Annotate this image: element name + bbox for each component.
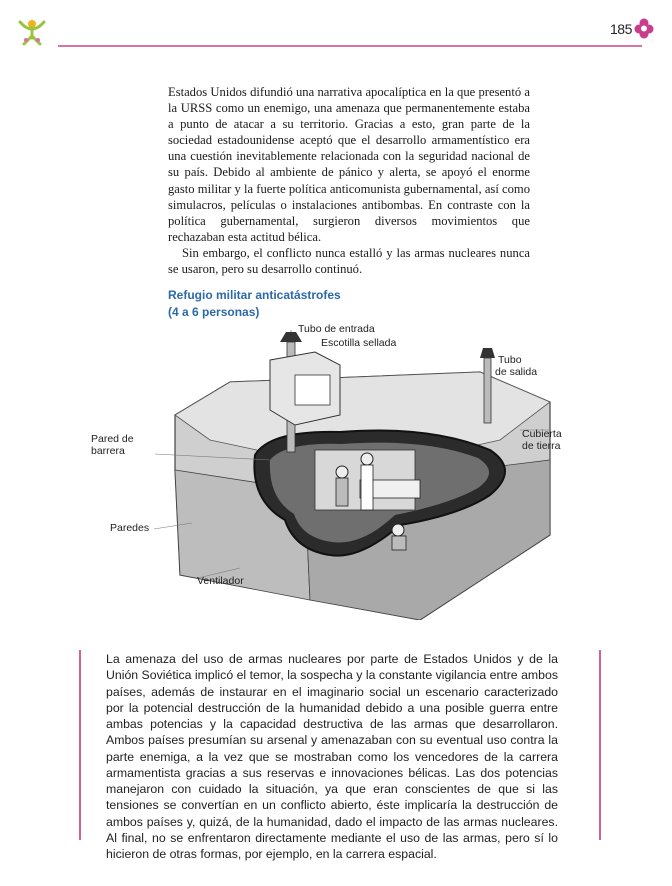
info-box-text: La amenaza del uso de armas nucleares por parte de Estados Unidos y de la Unión Soviética implicó el temor, la sospecha y la constante vigilancia entre ambos países, además de instaurar en el imaginario social un escenario caracterizado por la potencial destrucción de la humanidad debido a una posible guerra entre ambas potencias y la capacidad destructiva de las armas que desarrollaron. Ambos países presumían su arsenal y amenazaban con su eventual uso contra la parte enemiga, a la vez que se mostraban como los vencedores de la carrera armamentista gracias a sus reservas e innovaciones bélicas. Las dos potencias manejaron con cuidado la situación, ya que eran conscientes de que si las tensiones se convertían en un conflicto abierto, éste implicaría la destrucción de ambos países y, quizá, de la humanidad, dado el impacto de las armas nucleares. Al final, no se enfrentaron directamente mediante el uso de las armas, pero sí lo hicieron de otras formas, por ejemplo, en la carrera espacial. <box>106 652 558 861</box>
label-tubo-salida-1: Tubo <box>498 354 522 366</box>
label-tubo-entrada: Tubo de entrada <box>298 323 375 335</box>
body-paragraph: Sin embargo, el conflicto nunca estalló y las armas nucleares nunca se usaron, pero su desarrollo continuó. <box>168 245 530 277</box>
figure-title-line: Refugio militar anticatástrofes <box>168 288 341 302</box>
label-cubierta-1: Cubierta <box>522 428 562 440</box>
page-number: 185 <box>610 21 632 37</box>
header-rule <box>58 45 642 47</box>
figure-title <box>168 287 408 321</box>
label-escotilla: Escotilla sellada <box>321 337 397 349</box>
box-right-bar <box>599 650 601 840</box>
flower-logo-icon <box>633 17 655 39</box>
body-text <box>168 84 530 277</box>
label-cubierta-2: de tierra <box>522 440 561 452</box>
sun-figure-logo-icon <box>14 14 50 50</box>
body-paragraph: Estados Unidos difundió una narrativa apocalíptica en la que presentó a la URSS como un enemigo, una amenaza que permanentemente estaba a punto de atacar a su territorio. Gracias a esto, gran parte de la sociedad estadounidense aceptó que el desarrollo armamentístico era una cuestión inevitablemente relacionada con la seguridad nacional de su país. Debido al ambiente de pánico y alerta, se apoyó el enorme gasto militar y la fuerte política anticomunista gubernamental, así como simulacros, películas o instalaciones antibombas. En contraste con la política gubernamental, surgieron diversos movimientos que rechazaban esta actitud bélica. <box>168 85 530 244</box>
box-left-bar <box>79 650 81 840</box>
label-tubo-salida-2: de salida <box>495 366 538 378</box>
label-ventilador: Ventilador <box>197 575 244 587</box>
label-pared-barrera-2: barrera <box>91 445 125 457</box>
label-paredes: Paredes <box>110 522 150 534</box>
label-pared-barrera-1: Pared de <box>91 433 134 445</box>
bomb-shelter-illustration <box>80 320 600 620</box>
figure-subtitle-line: (4 a 6 personas) <box>168 305 260 319</box>
